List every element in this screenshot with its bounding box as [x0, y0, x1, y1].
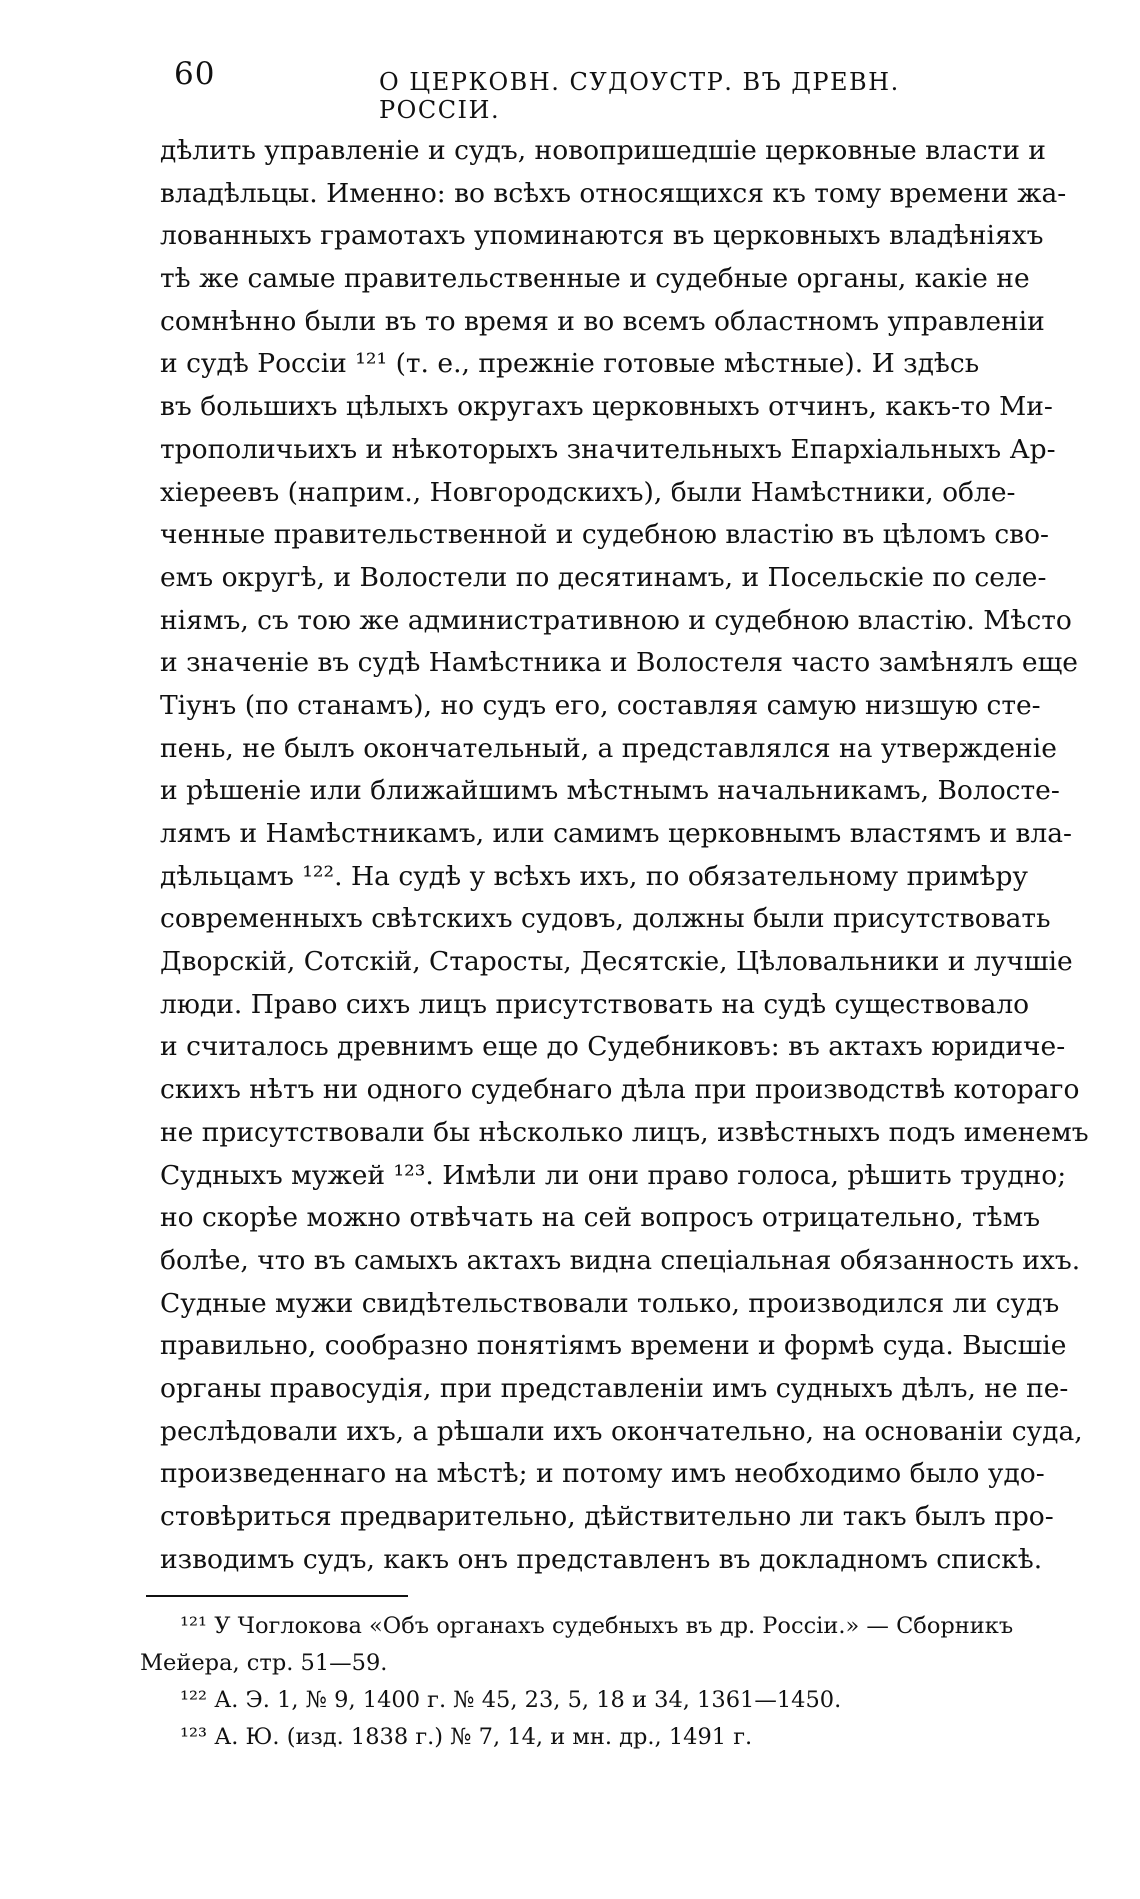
text-line: современныхъ свѣтскихъ судовъ, должны были присутствовать	[160, 903, 1051, 935]
running-head: О ЦЕРКОВН. СУДОУСТР. ВЪ ДРЕВН. РОССІИ.	[379, 68, 900, 124]
text-line: реслѣдовали ихъ, а рѣшали ихъ окончательно, на основаніи суда,	[160, 1415, 1083, 1447]
text-line: Судные мужи свидѣтельствовали только, производился ли судъ	[160, 1287, 1060, 1319]
text-line: ніямъ, съ тою же административною и судебною властію. Мѣсто	[160, 604, 1072, 636]
main-text	[160, 130, 1089, 1581]
text-line: правильно, сообразно понятіямъ времени и формѣ суда. Высшіе	[160, 1330, 1067, 1362]
text-line: пень, не былъ окончательный, а представлялся на утвержденіе	[160, 732, 1057, 764]
text-line: произведеннаго на мѣстѣ; и потому имъ необходимо было удо-	[160, 1458, 1045, 1490]
text-line: лованныхъ грамотахъ упоминаются въ церковныхъ владѣніяхъ	[160, 220, 1044, 252]
footnote-line: ¹²³ А. Ю. (изд. 1838 г.) № 7, 14, и мн. др., 1491 г.	[180, 1724, 753, 1750]
text-line: люди. Право сихъ лицъ присутствовать на судѣ существовало	[160, 988, 1030, 1020]
text-line: болѣе, что въ самыхъ актахъ видна спеціальная обязанность ихъ.	[160, 1244, 1081, 1276]
text-line: органы правосудія, при представленіи имъ судныхъ дѣлъ, не пе-	[160, 1372, 1069, 1404]
text-line: дѣльцамъ ¹²². На судѣ у всѣхъ ихъ, по обязательному примѣру	[160, 860, 1029, 892]
page-header	[174, 56, 934, 124]
footnotes	[140, 1608, 1014, 1756]
text-line: трополичьихъ и нѣкоторыхъ значительныхъ Епархіальныхъ Ар-	[160, 433, 1056, 465]
text-line: и рѣшеніе или ближайшимъ мѣстнымъ начальникамъ, Волосте-	[160, 775, 1060, 807]
text-line: стовѣриться предварительно, дѣйствительно ли такъ былъ про-	[160, 1501, 1054, 1532]
text-line: и значеніе въ судѣ Намѣстника и Волостеля часто замѣнялъ еще	[160, 647, 1078, 679]
text-line: Тіунъ (по станамъ), но судъ его, составляя самую низшую сте-	[160, 689, 1041, 721]
text-line: владѣльцы. Именно: во всѣхъ относящихся къ тому времени жа-	[160, 177, 1067, 209]
text-line: не присутствовали бы нѣсколько лицъ, извѣстныхъ подъ именемъ	[160, 1116, 1089, 1148]
page-number: 60	[174, 56, 216, 92]
text-line: Судныхъ мужей ¹²³. Имѣли ли они право голоса, рѣшить трудно;	[160, 1159, 1067, 1191]
text-line: лямъ и Намѣстникамъ, или самимъ церковнымъ властямъ и вла-	[160, 818, 1072, 849]
text-line: Дворскій, Сотскій, Старосты, Десятскіе, Цѣловальники и лучшіе	[160, 946, 1073, 978]
text-line: и судѣ Россіи ¹²¹ (т. е., прежніе готовые мѣстные). И здѣсь	[160, 348, 980, 380]
text-line: сомнѣнно были въ то время и во всемъ областномъ управленіи	[160, 305, 1045, 337]
footnote-line: ¹²² А. Э. 1, № 9, 1400 г. № 45, 23, 5, 18 и 34, 1361—1450.	[180, 1687, 842, 1713]
text-line: но скорѣе можно отвѣчать на сей вопросъ отрицательно, тѣмъ	[160, 1202, 1041, 1234]
text-line: ченные правительственной и судебною властію въ цѣломъ сво-	[160, 519, 1049, 551]
footnote-line: Мейера, стр. 51—59.	[140, 1650, 388, 1676]
text-line: емъ округѣ, и Волостели по десятинамъ, и Посельскіе по селе-	[160, 561, 1047, 593]
text-line: изводимъ судъ, какъ онъ представленъ въ докладномъ спискѣ.	[160, 1543, 1043, 1575]
text-line: и считалось древнимъ еще до Судебниковъ: въ актахъ юридиче-	[160, 1031, 1066, 1063]
text-line: въ большихъ цѣлыхъ округахъ церковныхъ отчинъ, какъ-то Ми-	[160, 391, 1053, 423]
footnote-line: ¹²¹ У Чоглокова «Объ органахъ судебныхъ въ др. Россіи.» — Сборникъ	[180, 1613, 1014, 1639]
text-line: хіереевъ (наприм., Новгородскихъ), были Намѣстники, облe-	[160, 476, 1016, 508]
text-line: тѣ же самые правительственные и судебные органы, какіе не	[160, 263, 1030, 295]
text-line: скихъ нѣтъ ни одного судебнаго дѣла при производствѣ котораго	[160, 1074, 1080, 1106]
text-line: дѣлить управленіе и судъ, новопришедшіе церковные власти и	[160, 135, 1046, 166]
footnote-divider	[146, 1595, 408, 1597]
